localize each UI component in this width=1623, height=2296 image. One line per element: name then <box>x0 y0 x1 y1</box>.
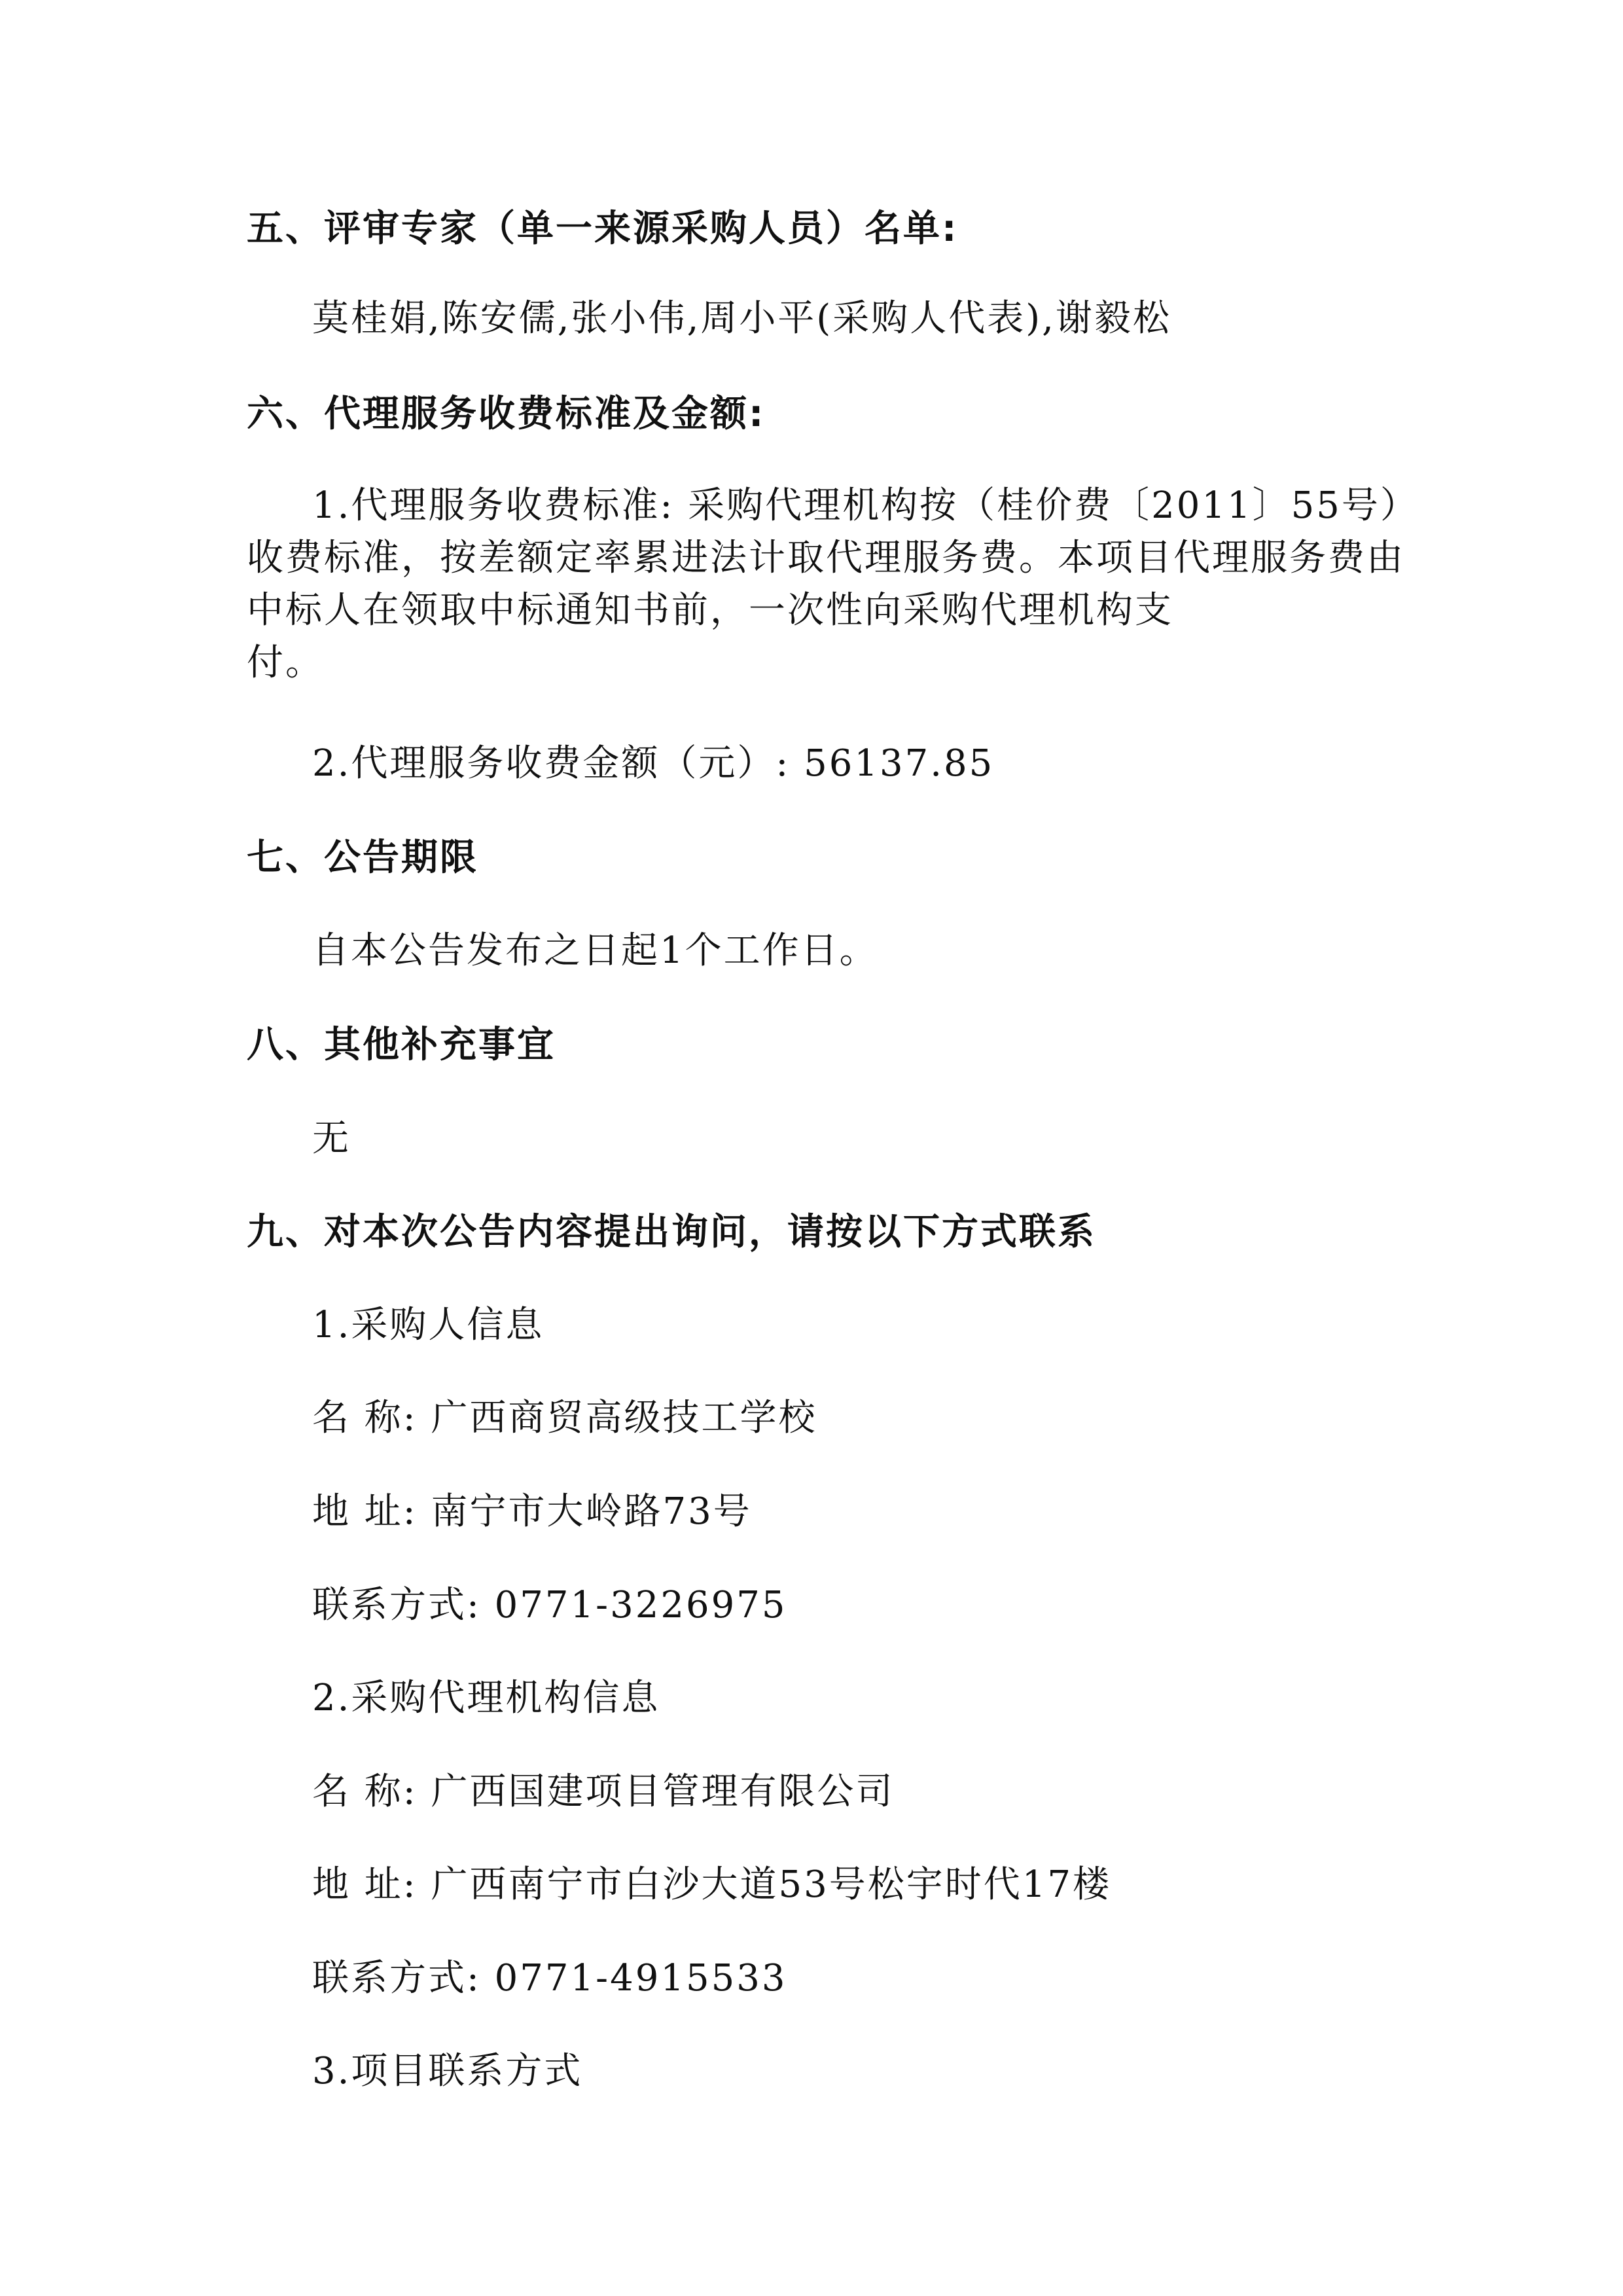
fee-amount: 2.代理服务收费金额（元）: 56137.85 <box>312 742 995 785</box>
fee-standard-line-2: 收费标准，按差额定率累进法计取代理服务费。本项目代理服务费由 <box>247 537 1405 579</box>
agency-contact: 联系方式: 0771-4915533 <box>312 1957 787 2000</box>
section-5-heading: 五、评审专家（单一来源采购人员）名单: <box>247 207 959 250</box>
purchaser-name: 名 称: 广西商贸高级技工学校 <box>312 1397 817 1439</box>
fee-standard-line-1: 1.代理服务收费标准: 采购代理机构按（桂价费〔2011〕55号） <box>312 484 1419 527</box>
project-contact-title: 3.项目联系方式 <box>312 2050 583 2092</box>
fee-standard-line-4: 付。 <box>247 641 324 684</box>
section-6-heading: 六、代理服务收费标准及金额: <box>247 393 766 435</box>
reviewer-list: 莫桂娟,陈安儒,张小伟,周小平(采购人代表),谢毅松 <box>312 297 1171 340</box>
fee-standard-line-3: 中标人在领取中标通知书前，一次性向采购代理机构支 <box>247 589 1173 632</box>
section-9-heading: 九、对本次公告内容提出询问，请按以下方式联系 <box>247 1211 1096 1253</box>
notice-period-text: 自本公告发布之日起1个工作日。 <box>312 929 878 972</box>
purchaser-contact: 联系方式: 0771-3226975 <box>312 1584 787 1626</box>
supplementary-text: 无 <box>312 1117 351 1160</box>
purchaser-info-title: 1.采购人信息 <box>312 1304 544 1346</box>
purchaser-address: 地 址: 南宁市大岭路73号 <box>312 1490 752 1533</box>
agency-address: 地 址: 广西南宁市白沙大道53号松宇时代17楼 <box>312 1863 1111 1906</box>
agency-name: 名 称: 广西国建项目管理有限公司 <box>312 1770 895 1813</box>
section-7-heading: 七、公告期限 <box>247 836 478 879</box>
agency-info-title: 2.采购代理机构信息 <box>312 1677 660 1719</box>
section-8-heading: 八、其他补充事宜 <box>247 1024 556 1066</box>
